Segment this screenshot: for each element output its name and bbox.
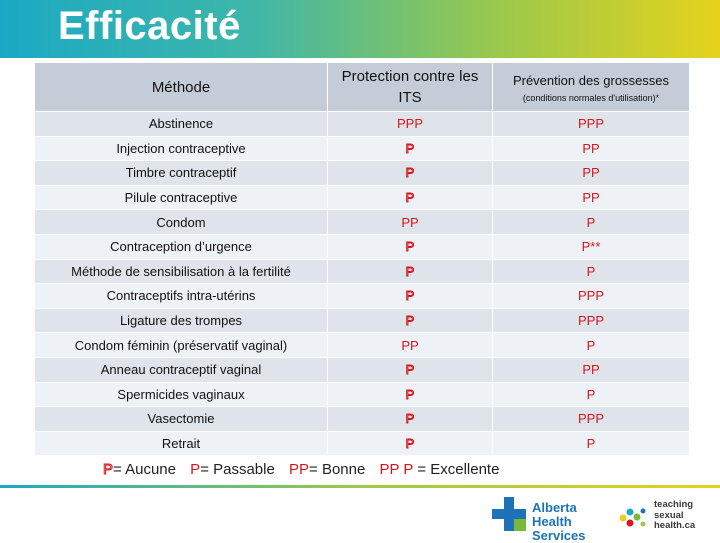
sti-rating-cell xyxy=(328,407,493,432)
pregnancy-rating-symbol: PPP xyxy=(577,288,604,304)
legend-excellent-symbol: PP P xyxy=(379,461,414,478)
sti-rating-cell xyxy=(328,234,493,259)
tsh-wordmark xyxy=(654,500,695,532)
method-cell: Contraception d’urgence xyxy=(35,234,328,259)
pregnancy-rating-symbol: P xyxy=(586,337,596,353)
method-cell: Pilule contraceptive xyxy=(35,185,328,210)
pregnancy-rating-symbol: PP xyxy=(582,190,600,206)
table-row xyxy=(35,234,690,259)
rating-legend xyxy=(103,461,499,478)
sti-rating-cell xyxy=(328,284,493,309)
pregnancy-rating-cell xyxy=(493,259,690,284)
pregnancy-rating-cell xyxy=(493,357,690,382)
tsh-line3: health.ca xyxy=(654,520,696,531)
sti-rating-cell xyxy=(328,431,493,456)
table-row xyxy=(35,407,690,432)
table-row xyxy=(35,333,690,358)
pregnancy-rating-symbol: PPP xyxy=(577,411,604,427)
footer-divider xyxy=(0,485,720,488)
table-row xyxy=(35,382,690,407)
pregnancy-rating-symbol: P** xyxy=(581,239,601,255)
pregnancy-rating-symbol: PP xyxy=(582,140,600,156)
table-row xyxy=(35,161,690,186)
sti-rating-symbol: P xyxy=(405,239,415,255)
table-row xyxy=(35,284,690,309)
pregnancy-rating-cell xyxy=(493,161,690,186)
header-method: Méthode xyxy=(35,63,328,112)
page-title: Efficacité xyxy=(58,4,241,48)
efficacy-table xyxy=(34,62,690,456)
sti-rating-symbol: P xyxy=(405,386,415,402)
sti-rating-symbol: P xyxy=(405,165,415,181)
sti-rating-symbol: P xyxy=(405,411,415,427)
sti-rating-cell xyxy=(328,136,493,161)
legend-none-symbol: P xyxy=(103,461,114,478)
table-row xyxy=(35,357,690,382)
pregnancy-rating-cell xyxy=(493,431,690,456)
ahs-logo xyxy=(492,497,612,543)
method-cell: Condom féminin (préservatif vaginal) xyxy=(35,333,328,358)
method-cell: Retrait xyxy=(35,431,328,456)
pregnancy-rating-symbol: P xyxy=(586,214,596,230)
sti-rating-cell xyxy=(328,210,493,235)
sti-rating-symbol: PPP xyxy=(396,116,423,132)
header-pregnancy-label: Prévention des grossesses xyxy=(512,73,670,88)
sti-rating-cell xyxy=(328,185,493,210)
method-cell: Contraceptifs intra-utérins xyxy=(35,284,328,309)
pregnancy-rating-cell xyxy=(493,136,690,161)
pregnancy-rating-symbol: P xyxy=(586,263,596,279)
table-header-row xyxy=(35,63,690,112)
pregnancy-rating-symbol: PP xyxy=(582,362,600,378)
legend-excellent-label: = Excellente xyxy=(417,461,500,478)
pregnancy-rating-symbol: PP xyxy=(582,165,600,181)
legend-good-label: = Bonne xyxy=(309,461,366,478)
method-cell: Condom xyxy=(35,210,328,235)
method-cell: Anneau contraceptif vaginal xyxy=(35,357,328,382)
sti-rating-cell xyxy=(328,112,493,137)
sti-rating-symbol: P xyxy=(405,436,415,452)
teaching-sexual-health-logo xyxy=(618,500,718,534)
sti-rating-symbol: P xyxy=(405,288,415,304)
pregnancy-rating-symbol: PPP xyxy=(577,116,604,132)
sti-rating-symbol: P xyxy=(405,313,415,329)
ahs-cross-icon xyxy=(492,497,526,531)
legend-none-label: = Aucune xyxy=(113,461,176,478)
sti-rating-symbol: P xyxy=(405,263,415,279)
method-cell: Timbre contraceptif xyxy=(35,161,328,186)
pregnancy-rating-cell xyxy=(493,210,690,235)
method-cell: Spermicides vaginaux xyxy=(35,382,328,407)
method-cell: Méthode de sensibilisation à la fertilité xyxy=(35,259,328,284)
dots-logo-icon xyxy=(618,506,648,530)
pregnancy-rating-symbol: PPP xyxy=(577,313,604,329)
ahs-line1: Alberta Health xyxy=(532,500,577,529)
tsh-line1: teaching xyxy=(654,499,694,510)
method-cell: Vasectomie xyxy=(35,407,328,432)
pregnancy-rating-cell xyxy=(493,185,690,210)
tsh-line2: sexual xyxy=(654,509,684,521)
sti-rating-symbol: P xyxy=(405,140,415,156)
table-row xyxy=(35,185,690,210)
header-pregnancy-note: (conditions normales d'utilisation)* xyxy=(522,93,660,103)
pregnancy-rating-cell xyxy=(493,112,690,137)
sti-rating-symbol: P xyxy=(405,362,415,378)
title-banner xyxy=(0,0,720,58)
sti-rating-symbol: PP xyxy=(401,337,419,353)
sti-rating-symbol: P xyxy=(405,190,415,206)
sti-rating-cell xyxy=(328,161,493,186)
pregnancy-rating-cell xyxy=(493,333,690,358)
method-cell: Injection contraceptive xyxy=(35,136,328,161)
legend-fair-symbol: P xyxy=(190,461,201,478)
legend-good-symbol: PP xyxy=(289,461,310,478)
sti-rating-cell xyxy=(328,333,493,358)
pregnancy-rating-cell xyxy=(493,284,690,309)
sti-rating-cell xyxy=(328,382,493,407)
pregnancy-rating-cell xyxy=(493,407,690,432)
pregnancy-rating-cell xyxy=(493,308,690,333)
method-cell: Ligature des trompes xyxy=(35,308,328,333)
ahs-line2: Services xyxy=(532,528,586,543)
pregnancy-rating-symbol: P xyxy=(586,386,596,402)
table-row xyxy=(35,210,690,235)
legend-fair-label: = Passable xyxy=(200,461,275,478)
sti-rating-cell xyxy=(328,259,493,284)
table-row xyxy=(35,308,690,333)
sti-rating-cell xyxy=(328,308,493,333)
sti-rating-cell xyxy=(328,357,493,382)
sti-rating-symbol: PP xyxy=(401,214,419,230)
pregnancy-rating-symbol: P xyxy=(586,436,596,452)
ahs-wordmark xyxy=(532,501,612,543)
pregnancy-rating-cell xyxy=(493,382,690,407)
header-sti-protection: Protection contre les ITS xyxy=(328,63,493,112)
method-cell: Abstinence xyxy=(35,112,328,137)
header-pregnancy-prevention xyxy=(493,63,690,112)
table-row xyxy=(35,431,690,456)
table-row xyxy=(35,112,690,137)
pregnancy-rating-cell xyxy=(493,234,690,259)
table-row xyxy=(35,136,690,161)
table-row xyxy=(35,259,690,284)
